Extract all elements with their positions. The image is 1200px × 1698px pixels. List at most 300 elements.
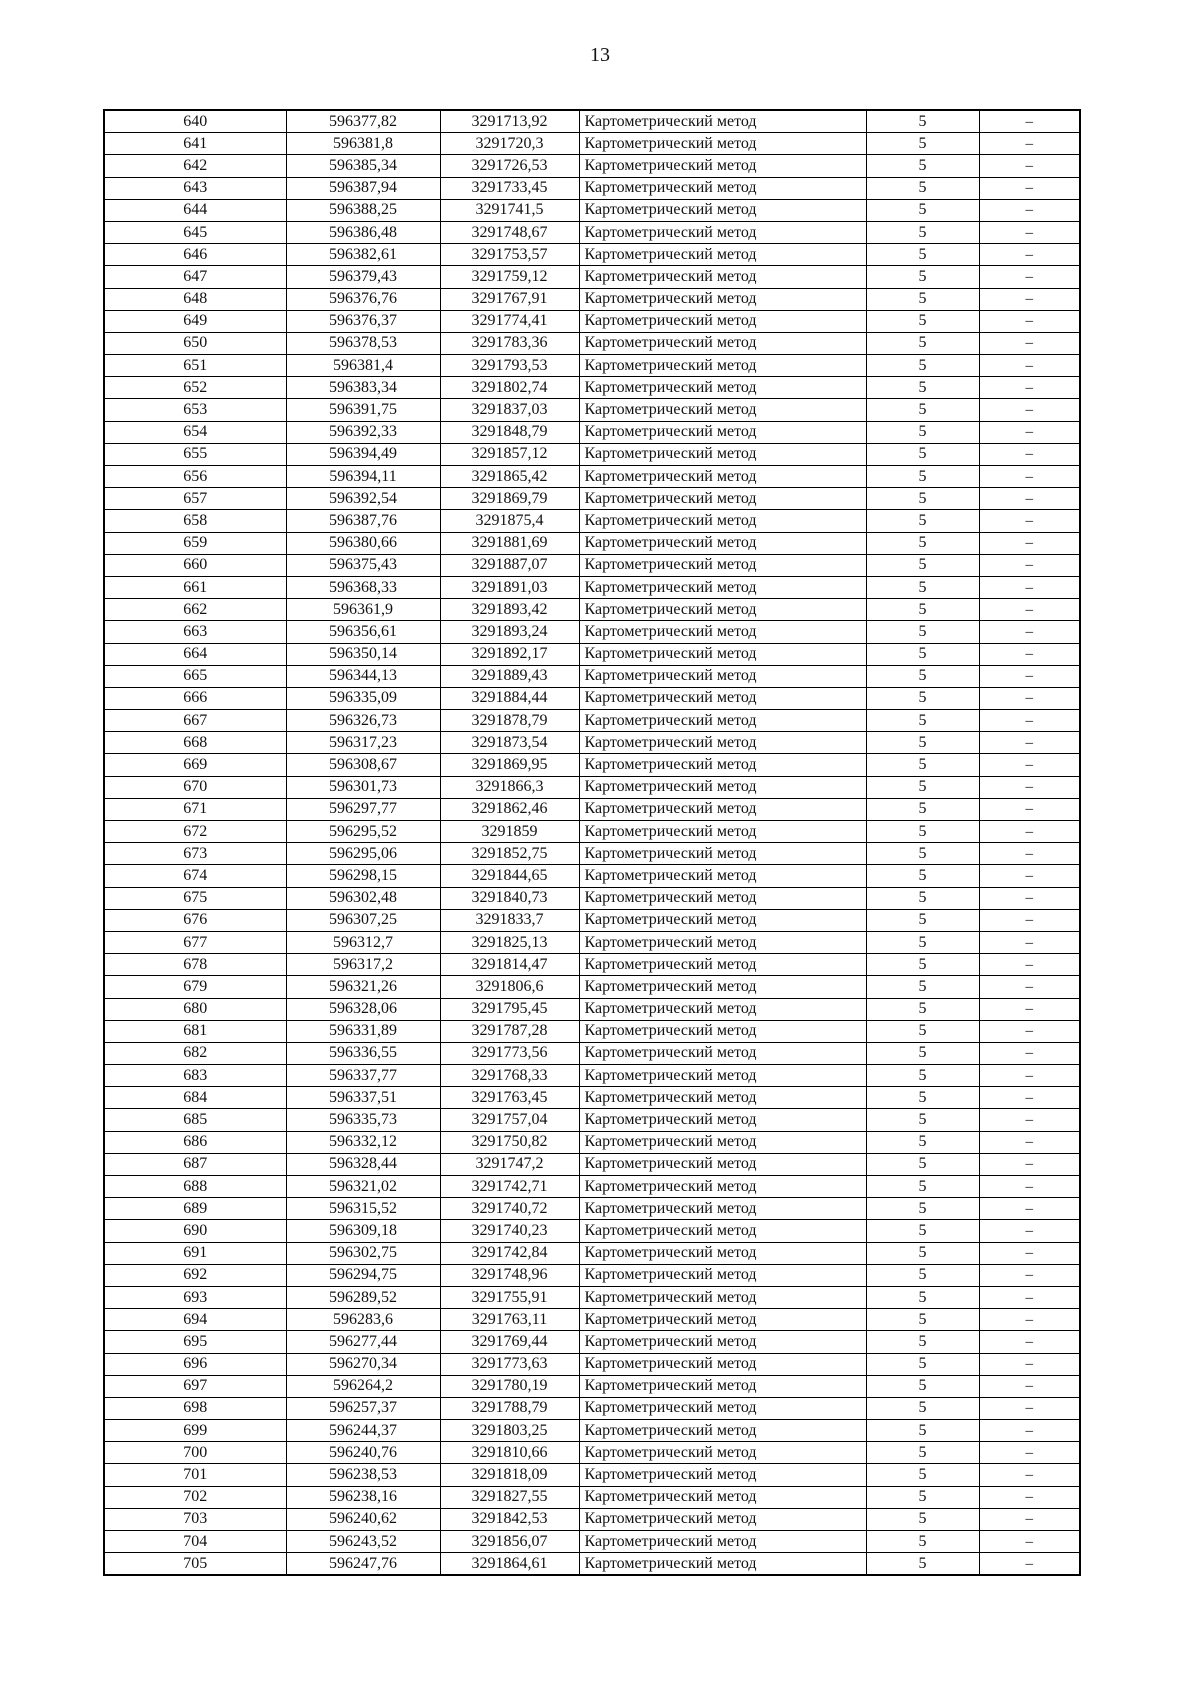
point-number-cell: 644 bbox=[104, 199, 286, 221]
point-number-cell: 659 bbox=[104, 532, 286, 554]
accuracy-cell: 5 bbox=[866, 1397, 979, 1419]
x-coordinate-cell: 596376,37 bbox=[286, 310, 440, 332]
method-cell: Картометрический метод bbox=[579, 1087, 866, 1109]
point-number-cell: 640 bbox=[104, 110, 286, 133]
table-row bbox=[104, 710, 1080, 732]
description-cell: – bbox=[979, 421, 1080, 443]
point-number-cell: 687 bbox=[104, 1153, 286, 1175]
table-row bbox=[104, 244, 1080, 266]
method-cell: Картометрический метод bbox=[579, 332, 866, 354]
description-cell: – bbox=[979, 865, 1080, 887]
accuracy-cell: 5 bbox=[866, 1353, 979, 1375]
description-cell: – bbox=[979, 1131, 1080, 1153]
x-coordinate-cell: 596376,76 bbox=[286, 288, 440, 310]
method-cell: Картометрический метод bbox=[579, 355, 866, 377]
table-row bbox=[104, 576, 1080, 598]
point-number-cell: 664 bbox=[104, 643, 286, 665]
point-number-cell: 677 bbox=[104, 931, 286, 953]
table-row bbox=[104, 1087, 1080, 1109]
x-coordinate-cell: 596383,34 bbox=[286, 377, 440, 399]
table-row bbox=[104, 1309, 1080, 1331]
method-cell: Картометрический метод bbox=[579, 266, 866, 288]
description-cell: – bbox=[979, 931, 1080, 953]
y-coordinate-cell: 3291889,43 bbox=[440, 665, 579, 687]
x-coordinate-cell: 596307,25 bbox=[286, 909, 440, 931]
y-coordinate-cell: 3291757,04 bbox=[440, 1109, 579, 1131]
method-cell: Картометрический метод bbox=[579, 1153, 866, 1175]
accuracy-cell: 5 bbox=[866, 1020, 979, 1042]
method-cell: Картометрический метод bbox=[579, 466, 866, 488]
table-row bbox=[104, 599, 1080, 621]
method-cell: Картометрический метод bbox=[579, 954, 866, 976]
point-number-cell: 649 bbox=[104, 310, 286, 332]
y-coordinate-cell: 3291768,33 bbox=[440, 1065, 579, 1087]
description-cell: – bbox=[979, 1109, 1080, 1131]
table-row bbox=[104, 1153, 1080, 1175]
x-coordinate-cell: 596331,89 bbox=[286, 1020, 440, 1042]
x-coordinate-cell: 596308,67 bbox=[286, 754, 440, 776]
y-coordinate-cell: 3291844,65 bbox=[440, 865, 579, 887]
description-cell: – bbox=[979, 288, 1080, 310]
accuracy-cell: 5 bbox=[866, 1220, 979, 1242]
point-number-cell: 647 bbox=[104, 266, 286, 288]
method-cell: Картометрический метод bbox=[579, 687, 866, 709]
x-coordinate-cell: 596243,52 bbox=[286, 1531, 440, 1553]
accuracy-cell: 5 bbox=[866, 998, 979, 1020]
method-cell: Картометрический метод bbox=[579, 310, 866, 332]
x-coordinate-cell: 596298,15 bbox=[286, 865, 440, 887]
accuracy-cell: 5 bbox=[866, 199, 979, 221]
y-coordinate-cell: 3291788,79 bbox=[440, 1397, 579, 1419]
point-number-cell: 650 bbox=[104, 332, 286, 354]
accuracy-cell: 5 bbox=[866, 843, 979, 865]
accuracy-cell: 5 bbox=[866, 754, 979, 776]
y-coordinate-cell: 3291787,28 bbox=[440, 1020, 579, 1042]
point-number-cell: 653 bbox=[104, 399, 286, 421]
method-cell: Картометрический метод bbox=[579, 599, 866, 621]
x-coordinate-cell: 596392,54 bbox=[286, 488, 440, 510]
x-coordinate-cell: 596326,73 bbox=[286, 710, 440, 732]
point-number-cell: 697 bbox=[104, 1375, 286, 1397]
table-row bbox=[104, 798, 1080, 820]
table-row bbox=[104, 510, 1080, 532]
accuracy-cell: 5 bbox=[866, 1198, 979, 1220]
y-coordinate-cell: 3291892,17 bbox=[440, 643, 579, 665]
description-cell: – bbox=[979, 998, 1080, 1020]
method-cell: Картометрический метод bbox=[579, 1508, 866, 1530]
y-coordinate-cell: 3291875,4 bbox=[440, 510, 579, 532]
y-coordinate-cell: 3291767,91 bbox=[440, 288, 579, 310]
point-number-cell: 682 bbox=[104, 1042, 286, 1064]
x-coordinate-cell: 596387,76 bbox=[286, 510, 440, 532]
table-row bbox=[104, 221, 1080, 243]
accuracy-cell: 5 bbox=[866, 510, 979, 532]
description-cell: – bbox=[979, 599, 1080, 621]
method-cell: Картометрический метод bbox=[579, 1353, 866, 1375]
table-row bbox=[104, 133, 1080, 155]
x-coordinate-cell: 596385,34 bbox=[286, 155, 440, 177]
accuracy-cell: 5 bbox=[866, 1309, 979, 1331]
y-coordinate-cell: 3291862,46 bbox=[440, 798, 579, 820]
x-coordinate-cell: 596344,13 bbox=[286, 665, 440, 687]
point-number-cell: 678 bbox=[104, 954, 286, 976]
accuracy-cell: 5 bbox=[866, 1331, 979, 1353]
y-coordinate-cell: 3291803,25 bbox=[440, 1420, 579, 1442]
accuracy-cell: 5 bbox=[866, 732, 979, 754]
method-cell: Картометрический метод bbox=[579, 244, 866, 266]
method-cell: Картометрический метод bbox=[579, 1464, 866, 1486]
y-coordinate-cell: 3291810,66 bbox=[440, 1442, 579, 1464]
x-coordinate-cell: 596317,2 bbox=[286, 954, 440, 976]
table-row bbox=[104, 1286, 1080, 1308]
method-cell: Картометрический метод bbox=[579, 1531, 866, 1553]
accuracy-cell: 5 bbox=[866, 909, 979, 931]
y-coordinate-cell: 3291848,79 bbox=[440, 421, 579, 443]
description-cell: – bbox=[979, 1397, 1080, 1419]
table-row bbox=[104, 332, 1080, 354]
y-coordinate-cell: 3291869,79 bbox=[440, 488, 579, 510]
description-cell: – bbox=[979, 621, 1080, 643]
table-row bbox=[104, 177, 1080, 199]
point-number-cell: 705 bbox=[104, 1553, 286, 1576]
x-coordinate-cell: 596375,43 bbox=[286, 554, 440, 576]
x-coordinate-cell: 596379,43 bbox=[286, 266, 440, 288]
x-coordinate-cell: 596336,55 bbox=[286, 1042, 440, 1064]
point-number-cell: 683 bbox=[104, 1065, 286, 1087]
description-cell: – bbox=[979, 310, 1080, 332]
description-cell: – bbox=[979, 954, 1080, 976]
point-number-cell: 667 bbox=[104, 710, 286, 732]
y-coordinate-cell: 3291873,54 bbox=[440, 732, 579, 754]
description-cell: – bbox=[979, 1198, 1080, 1220]
method-cell: Картометрический метод bbox=[579, 133, 866, 155]
x-coordinate-cell: 596257,37 bbox=[286, 1397, 440, 1419]
method-cell: Картометрический метод bbox=[579, 1242, 866, 1264]
method-cell: Картометрический метод bbox=[579, 1442, 866, 1464]
method-cell: Картометрический метод bbox=[579, 488, 866, 510]
point-number-cell: 680 bbox=[104, 998, 286, 1020]
method-cell: Картометрический метод bbox=[579, 909, 866, 931]
table-row bbox=[104, 1109, 1080, 1131]
y-coordinate-cell: 3291827,55 bbox=[440, 1486, 579, 1508]
method-cell: Картометрический метод bbox=[579, 1553, 866, 1576]
point-number-cell: 684 bbox=[104, 1087, 286, 1109]
x-coordinate-cell: 596302,48 bbox=[286, 887, 440, 909]
point-number-cell: 641 bbox=[104, 133, 286, 155]
method-cell: Картометрический метод bbox=[579, 1309, 866, 1331]
table-row bbox=[104, 621, 1080, 643]
x-coordinate-cell: 596350,14 bbox=[286, 643, 440, 665]
y-coordinate-cell: 3291748,96 bbox=[440, 1264, 579, 1286]
description-cell: – bbox=[979, 1464, 1080, 1486]
description-cell: – bbox=[979, 1309, 1080, 1331]
point-number-cell: 668 bbox=[104, 732, 286, 754]
x-coordinate-cell: 596240,62 bbox=[286, 1508, 440, 1530]
x-coordinate-cell: 596337,51 bbox=[286, 1087, 440, 1109]
description-cell: – bbox=[979, 377, 1080, 399]
accuracy-cell: 5 bbox=[866, 1508, 979, 1530]
description-cell: – bbox=[979, 488, 1080, 510]
description-cell: – bbox=[979, 443, 1080, 465]
table-row bbox=[104, 199, 1080, 221]
description-cell: – bbox=[979, 1553, 1080, 1576]
table-row bbox=[104, 288, 1080, 310]
description-cell: – bbox=[979, 266, 1080, 288]
point-number-cell: 673 bbox=[104, 843, 286, 865]
y-coordinate-cell: 3291793,53 bbox=[440, 355, 579, 377]
accuracy-cell: 5 bbox=[866, 488, 979, 510]
accuracy-cell: 5 bbox=[866, 1553, 979, 1576]
point-number-cell: 646 bbox=[104, 244, 286, 266]
point-number-cell: 692 bbox=[104, 1264, 286, 1286]
point-number-cell: 652 bbox=[104, 377, 286, 399]
method-cell: Картометрический метод bbox=[579, 1020, 866, 1042]
accuracy-cell: 5 bbox=[866, 976, 979, 998]
description-cell: – bbox=[979, 199, 1080, 221]
method-cell: Картометрический метод bbox=[579, 1042, 866, 1064]
accuracy-cell: 5 bbox=[866, 221, 979, 243]
y-coordinate-cell: 3291748,67 bbox=[440, 221, 579, 243]
accuracy-cell: 5 bbox=[866, 710, 979, 732]
x-coordinate-cell: 596321,26 bbox=[286, 976, 440, 998]
description-cell: – bbox=[979, 1176, 1080, 1198]
method-cell: Картометрический метод bbox=[579, 843, 866, 865]
accuracy-cell: 5 bbox=[866, 310, 979, 332]
accuracy-cell: 5 bbox=[866, 1375, 979, 1397]
method-cell: Картометрический метод bbox=[579, 576, 866, 598]
point-number-cell: 666 bbox=[104, 687, 286, 709]
description-cell: – bbox=[979, 1420, 1080, 1442]
point-number-cell: 661 bbox=[104, 576, 286, 598]
x-coordinate-cell: 596270,34 bbox=[286, 1353, 440, 1375]
description-cell: – bbox=[979, 554, 1080, 576]
accuracy-cell: 5 bbox=[866, 377, 979, 399]
table-row bbox=[104, 687, 1080, 709]
x-coordinate-cell: 596368,33 bbox=[286, 576, 440, 598]
accuracy-cell: 5 bbox=[866, 1531, 979, 1553]
point-number-cell: 655 bbox=[104, 443, 286, 465]
point-number-cell: 701 bbox=[104, 1464, 286, 1486]
accuracy-cell: 5 bbox=[866, 244, 979, 266]
point-number-cell: 671 bbox=[104, 798, 286, 820]
description-cell: – bbox=[979, 1375, 1080, 1397]
y-coordinate-cell: 3291740,23 bbox=[440, 1220, 579, 1242]
method-cell: Картометрический метод bbox=[579, 1286, 866, 1308]
description-cell: – bbox=[979, 155, 1080, 177]
description-cell: – bbox=[979, 976, 1080, 998]
method-cell: Картометрический метод bbox=[579, 754, 866, 776]
y-coordinate-cell: 3291887,07 bbox=[440, 554, 579, 576]
point-number-cell: 669 bbox=[104, 754, 286, 776]
x-coordinate-cell: 596315,52 bbox=[286, 1198, 440, 1220]
table-row bbox=[104, 1420, 1080, 1442]
table-row bbox=[104, 1065, 1080, 1087]
point-number-cell: 698 bbox=[104, 1397, 286, 1419]
accuracy-cell: 5 bbox=[866, 466, 979, 488]
y-coordinate-cell: 3291842,53 bbox=[440, 1508, 579, 1530]
description-cell: – bbox=[979, 1508, 1080, 1530]
accuracy-cell: 5 bbox=[866, 798, 979, 820]
description-cell: – bbox=[979, 1442, 1080, 1464]
accuracy-cell: 5 bbox=[866, 355, 979, 377]
accuracy-cell: 5 bbox=[866, 155, 979, 177]
accuracy-cell: 5 bbox=[866, 599, 979, 621]
method-cell: Картометрический метод bbox=[579, 1375, 866, 1397]
table-row bbox=[104, 1220, 1080, 1242]
point-number-cell: 686 bbox=[104, 1131, 286, 1153]
description-cell: – bbox=[979, 1353, 1080, 1375]
accuracy-cell: 5 bbox=[866, 576, 979, 598]
method-cell: Картометрический метод bbox=[579, 1331, 866, 1353]
description-cell: – bbox=[979, 798, 1080, 820]
x-coordinate-cell: 596328,44 bbox=[286, 1153, 440, 1175]
x-coordinate-cell: 596388,25 bbox=[286, 199, 440, 221]
method-cell: Картометрический метод bbox=[579, 887, 866, 909]
table-row bbox=[104, 1020, 1080, 1042]
table-row bbox=[104, 865, 1080, 887]
description-cell: – bbox=[979, 776, 1080, 798]
y-coordinate-cell: 3291755,91 bbox=[440, 1286, 579, 1308]
x-coordinate-cell: 596238,53 bbox=[286, 1464, 440, 1486]
point-number-cell: 704 bbox=[104, 1531, 286, 1553]
y-coordinate-cell: 3291814,47 bbox=[440, 954, 579, 976]
point-number-cell: 695 bbox=[104, 1331, 286, 1353]
table-row bbox=[104, 998, 1080, 1020]
accuracy-cell: 5 bbox=[866, 110, 979, 133]
method-cell: Картометрический метод bbox=[579, 399, 866, 421]
point-number-cell: 656 bbox=[104, 466, 286, 488]
accuracy-cell: 5 bbox=[866, 1464, 979, 1486]
point-number-cell: 693 bbox=[104, 1286, 286, 1308]
y-coordinate-cell: 3291802,74 bbox=[440, 377, 579, 399]
y-coordinate-cell: 3291763,45 bbox=[440, 1087, 579, 1109]
method-cell: Картометрический метод bbox=[579, 510, 866, 532]
point-number-cell: 676 bbox=[104, 909, 286, 931]
x-coordinate-cell: 596283,6 bbox=[286, 1309, 440, 1331]
description-cell: – bbox=[979, 532, 1080, 554]
table-row bbox=[104, 532, 1080, 554]
y-coordinate-cell: 3291713,92 bbox=[440, 110, 579, 133]
y-coordinate-cell: 3291881,69 bbox=[440, 532, 579, 554]
accuracy-cell: 5 bbox=[866, 665, 979, 687]
point-number-cell: 672 bbox=[104, 821, 286, 843]
point-number-cell: 691 bbox=[104, 1242, 286, 1264]
y-coordinate-cell: 3291773,56 bbox=[440, 1042, 579, 1064]
table-row bbox=[104, 554, 1080, 576]
method-cell: Картометрический метод bbox=[579, 221, 866, 243]
description-cell: – bbox=[979, 687, 1080, 709]
x-coordinate-cell: 596394,11 bbox=[286, 466, 440, 488]
point-number-cell: 643 bbox=[104, 177, 286, 199]
description-cell: – bbox=[979, 732, 1080, 754]
description-cell: – bbox=[979, 510, 1080, 532]
method-cell: Картометрический метод bbox=[579, 710, 866, 732]
point-number-cell: 670 bbox=[104, 776, 286, 798]
accuracy-cell: 5 bbox=[866, 776, 979, 798]
table-row bbox=[104, 1531, 1080, 1553]
y-coordinate-cell: 3291780,19 bbox=[440, 1375, 579, 1397]
x-coordinate-cell: 596378,53 bbox=[286, 332, 440, 354]
y-coordinate-cell: 3291878,79 bbox=[440, 710, 579, 732]
point-number-cell: 681 bbox=[104, 1020, 286, 1042]
table-row bbox=[104, 1397, 1080, 1419]
point-number-cell: 663 bbox=[104, 621, 286, 643]
method-cell: Картометрический метод bbox=[579, 1486, 866, 1508]
y-coordinate-cell: 3291818,09 bbox=[440, 1464, 579, 1486]
accuracy-cell: 5 bbox=[866, 1042, 979, 1064]
y-coordinate-cell: 3291893,24 bbox=[440, 621, 579, 643]
table-row bbox=[104, 1264, 1080, 1286]
table-row bbox=[104, 1464, 1080, 1486]
method-cell: Картометрический метод bbox=[579, 621, 866, 643]
y-coordinate-cell: 3291840,73 bbox=[440, 887, 579, 909]
accuracy-cell: 5 bbox=[866, 1420, 979, 1442]
method-cell: Картометрический метод bbox=[579, 931, 866, 953]
description-cell: – bbox=[979, 1065, 1080, 1087]
table-row bbox=[104, 1486, 1080, 1508]
point-number-cell: 654 bbox=[104, 421, 286, 443]
table-row bbox=[104, 377, 1080, 399]
accuracy-cell: 5 bbox=[866, 1109, 979, 1131]
description-cell: – bbox=[979, 643, 1080, 665]
y-coordinate-cell: 3291747,2 bbox=[440, 1153, 579, 1175]
x-coordinate-cell: 596361,9 bbox=[286, 599, 440, 621]
y-coordinate-cell: 3291750,82 bbox=[440, 1131, 579, 1153]
description-cell: – bbox=[979, 843, 1080, 865]
table-row bbox=[104, 887, 1080, 909]
y-coordinate-cell: 3291742,71 bbox=[440, 1176, 579, 1198]
accuracy-cell: 5 bbox=[866, 1065, 979, 1087]
method-cell: Картометрический метод bbox=[579, 1109, 866, 1131]
accuracy-cell: 5 bbox=[866, 133, 979, 155]
accuracy-cell: 5 bbox=[866, 288, 979, 310]
table-row bbox=[104, 1198, 1080, 1220]
method-cell: Картометрический метод bbox=[579, 1176, 866, 1198]
y-coordinate-cell: 3291859 bbox=[440, 821, 579, 843]
y-coordinate-cell: 3291774,41 bbox=[440, 310, 579, 332]
y-coordinate-cell: 3291726,53 bbox=[440, 155, 579, 177]
table-row bbox=[104, 443, 1080, 465]
accuracy-cell: 5 bbox=[866, 532, 979, 554]
accuracy-cell: 5 bbox=[866, 554, 979, 576]
description-cell: – bbox=[979, 133, 1080, 155]
table-row bbox=[104, 355, 1080, 377]
accuracy-cell: 5 bbox=[866, 421, 979, 443]
description-cell: – bbox=[979, 754, 1080, 776]
y-coordinate-cell: 3291837,03 bbox=[440, 399, 579, 421]
x-coordinate-cell: 596387,94 bbox=[286, 177, 440, 199]
y-coordinate-cell: 3291753,57 bbox=[440, 244, 579, 266]
accuracy-cell: 5 bbox=[866, 687, 979, 709]
table-row bbox=[104, 931, 1080, 953]
accuracy-cell: 5 bbox=[866, 1442, 979, 1464]
y-coordinate-cell: 3291763,11 bbox=[440, 1309, 579, 1331]
x-coordinate-cell: 596321,02 bbox=[286, 1176, 440, 1198]
method-cell: Картометрический метод bbox=[579, 421, 866, 443]
y-coordinate-cell: 3291742,84 bbox=[440, 1242, 579, 1264]
point-number-cell: 642 bbox=[104, 155, 286, 177]
description-cell: – bbox=[979, 821, 1080, 843]
method-cell: Картометрический метод bbox=[579, 1397, 866, 1419]
x-coordinate-cell: 596277,44 bbox=[286, 1331, 440, 1353]
point-number-cell: 702 bbox=[104, 1486, 286, 1508]
table-row bbox=[104, 643, 1080, 665]
x-coordinate-cell: 596312,7 bbox=[286, 931, 440, 953]
method-cell: Картометрический метод bbox=[579, 1264, 866, 1286]
accuracy-cell: 5 bbox=[866, 1087, 979, 1109]
y-coordinate-cell: 3291852,75 bbox=[440, 843, 579, 865]
point-number-cell: 703 bbox=[104, 1508, 286, 1530]
